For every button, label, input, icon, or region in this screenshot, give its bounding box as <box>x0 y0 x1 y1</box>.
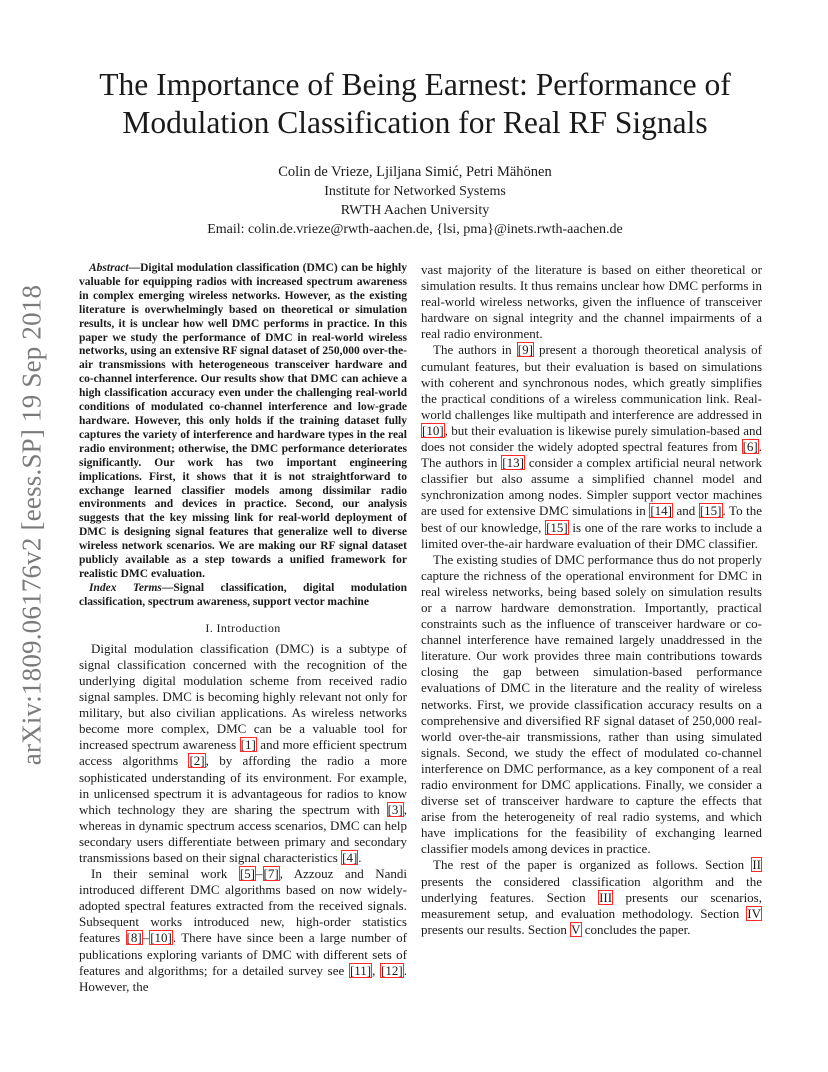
author-university: RWTH Aachen University <box>340 203 490 218</box>
text-run: consider a complex artificial neural network classifier but also assume a simplified channel model and synchronization among nodes. Simpler support vector machines are used for extensive DMC simulations in <box>421 455 762 519</box>
citation-link[interactable]: [8] <box>126 930 142 946</box>
citation-link[interactable]: [10] <box>422 422 444 438</box>
text-run: , but their evaluation is likewise purely simulation-based and does not consider the widely adopted spectral features from <box>421 422 762 455</box>
section-heading-introduction: I. Introduction <box>205 620 281 635</box>
text-run: . To the best of our knowledge, <box>421 503 762 535</box>
arxiv-identifier-stamp <box>12 275 52 775</box>
text-run: , Azzouz and Nandi introduced different DMC algorithms based on now widely-adopted spectral features extracted from the received signals. Subsequent works introduced new, high-order statistics features <box>79 866 407 946</box>
index-terms-text: —Signal classification, digital modulation classification, spectrum awareness, support vector machine <box>79 581 407 608</box>
citation-link[interactable]: [4] <box>342 849 358 865</box>
text-run: . However, the <box>79 962 407 994</box>
author-institute: Institute for Networked Systems <box>324 184 506 199</box>
text-run: – <box>142 930 150 946</box>
text-run: The authors in <box>433 342 517 358</box>
intro-paragraph-1 <box>79 641 407 866</box>
citation-link[interactable]: [7] <box>263 866 279 882</box>
section-link[interactable]: II <box>752 857 761 873</box>
text-run: concludes the paper. <box>581 921 691 937</box>
arxiv-identifier-text: arXiv:1809.06176v2 [eess.SP] 19 Sep 2018 <box>16 284 47 766</box>
citation-link[interactable]: [14] <box>650 503 672 519</box>
text-run: . There have since been a large number of publications exploring variants of DMC with different sets of features and algorithms; for a detailed survey see <box>79 930 407 978</box>
author-block <box>70 163 760 239</box>
intro-paragraph-4: The existing studies of DMC performance thus do not properly capture the richness of the operational environment for DMC in real wireless networks, being based solely on simulation results or a narrow hardware demonstration. Importantly, practical constraints such as the influence of transceiver hardware or co-channel interference have remained largely unaddressed in the literature. Our work provides three main contributions towards closing the gap between simulation-based performance evaluations of DMC in the literature and the reality of wireless networks. First, we provide classification accuracy results on a comprehensive and diversified RF signal dataset of 250,000 real-world over-the-air transmissions, rather than using simulated signals. Second, we study the effect of modulated co-channel interference on DMC performance, as a key component of a real radio environment for DMC applications. Finally, we consider a diverse set of transceiver hardware to capture the effects that arise from the heterogeneity of real radio systems, and which have implications for the feasibility of exchanging learned classifier models among devices in practice. <box>421 551 762 857</box>
intro-paragraph-continued: vast majority of the literature is based on either theoretical or simulation results. It thus remains unclear how DMC performs in real-world wireless networks, given the influence of transceiver hardware on signal integrity and the channel impairments of a real radio environment. <box>421 262 762 342</box>
text-run: , by affording the radio a more sophisticated understanding of its environment. For example, in unlicensed spectrum it is advantageous for radios to know which technology they are sharing the spectrum with <box>79 753 407 817</box>
text-run: – <box>256 866 263 882</box>
text-run: and more efficient spectrum access algorithms <box>79 737 407 769</box>
text-run: , whereas in dynamic spectrum access scenarios, DMC can help secondary users differentiate between primary and secondary transmissions based on their signal characteristics <box>79 801 407 865</box>
text-run: Digital modulation classification (DMC) is a subtype of signal classification concerned with the recognition of the underlying digital modulation scheme from received radio signal samples. DMC is becoming highly relevant not only for military, but also civilian applications. As wireless networks become more complex, DMC can be a valuable tool for increased spectrum awareness <box>79 640 407 753</box>
citation-link[interactable]: [2] <box>189 753 205 769</box>
text-run: presents the considered classification algorithm and the underlying features. Section <box>421 873 762 905</box>
left-column <box>79 262 407 995</box>
citation-link[interactable]: [15] <box>699 503 722 519</box>
citation-link[interactable]: [15] <box>546 519 568 535</box>
abstract-lead: Abstract <box>89 262 129 274</box>
citation-link[interactable]: [1] <box>240 737 256 753</box>
text-run: presents our scenarios, measurement setup, and evaluation methodology. Section <box>421 889 762 921</box>
intro-paragraph-3 <box>421 342 762 551</box>
abstract <box>79 262 407 582</box>
text-run: and <box>673 503 699 519</box>
text-run: present a thorough theoretical analysis of cumulant features, but their evaluation is based on simulations with coherent and synchronous nodes, which greatly simplifies the practical conditions of a wireless communication link. Real-world challenges like multipath and interference are addressed in <box>421 342 762 422</box>
citation-link[interactable]: [6] <box>742 439 758 455</box>
right-column <box>421 262 762 938</box>
paper-title-line-2: Modulation Classification for Real RF Signals <box>122 105 708 140</box>
paper-title-line-1: The Importance of Being Earnest: Performance of <box>99 67 731 102</box>
text-run: . The authors in <box>421 439 762 471</box>
citation-link[interactable]: [9] <box>517 342 533 358</box>
citation-link[interactable]: [3] <box>387 801 403 817</box>
text-run: is one of the rare works to include a limited over-the-air hardware evaluation of their DMC classifier. <box>421 519 762 551</box>
index-terms <box>79 582 407 610</box>
index-terms-lead: Index Terms <box>89 581 162 594</box>
intro-paragraph-5 <box>421 857 762 937</box>
text-run: The rest of the paper is organized as follows. Section <box>433 857 752 873</box>
section-link[interactable]: V <box>571 921 581 937</box>
text-run: In their seminal work <box>91 866 239 882</box>
section-link[interactable]: III <box>599 889 613 905</box>
intro-paragraph-2 <box>79 866 407 995</box>
citation-link[interactable]: [12] <box>381 962 403 978</box>
paper-title <box>70 66 760 142</box>
citation-link[interactable]: [11] <box>349 962 372 978</box>
text-run: . <box>358 849 362 865</box>
citation-link[interactable]: [5] <box>239 866 256 882</box>
section-link[interactable]: IV <box>747 905 761 921</box>
author-names: Colin de Vrieze, Ljiljana Simić, Petri Mähönen <box>278 164 552 180</box>
citation-link[interactable]: [10] <box>150 930 172 946</box>
abstract-text: —Digital modulation classification (DMC) can be highly valuable for equipping radios with increased spectrum awareness in complex emerging wireless networks. However, as the existing literature is overwhelmingly based on theoretical or simulation results, it is unclear how well DMC performs in practice. In this paper we study the performance of DMC in real-world wireless networks, using an extensive RF signal dataset of 250,000 over-the-air transmissions with heterogeneous transceiver hardware and co-channel interference. Our results show that DMC can achieve a high classification accuracy even under the challenging real-world conditions of modulated co-channel interference and low-grade hardware. However, this only holds if the training dataset fully captures the variety of interference and hardware types in the real radio environment; otherwise, the DMC performance deteriorates significantly. Our work has two important engineering implications. First, it shows that it is not straightforward to exchange learned classifier models among dissimilar radio environments and devices in practice. Second, our analysis suggests that the key missing link for real-world deployment of DMC is designing signal features that generalize well to diverse wireless network scenarios. We are making our RF signal dataset publicly available as a step towards a unified framework for realistic DMC evaluation. <box>79 262 407 580</box>
text-run: , <box>372 962 381 978</box>
author-email: Email: colin.de.vrieze@rwth-aachen.de, {lsi, pma}@inets.rwth-aachen.de <box>207 222 623 237</box>
citation-link[interactable]: [13] <box>502 455 524 471</box>
text-run: presents our results. Section <box>421 921 571 937</box>
